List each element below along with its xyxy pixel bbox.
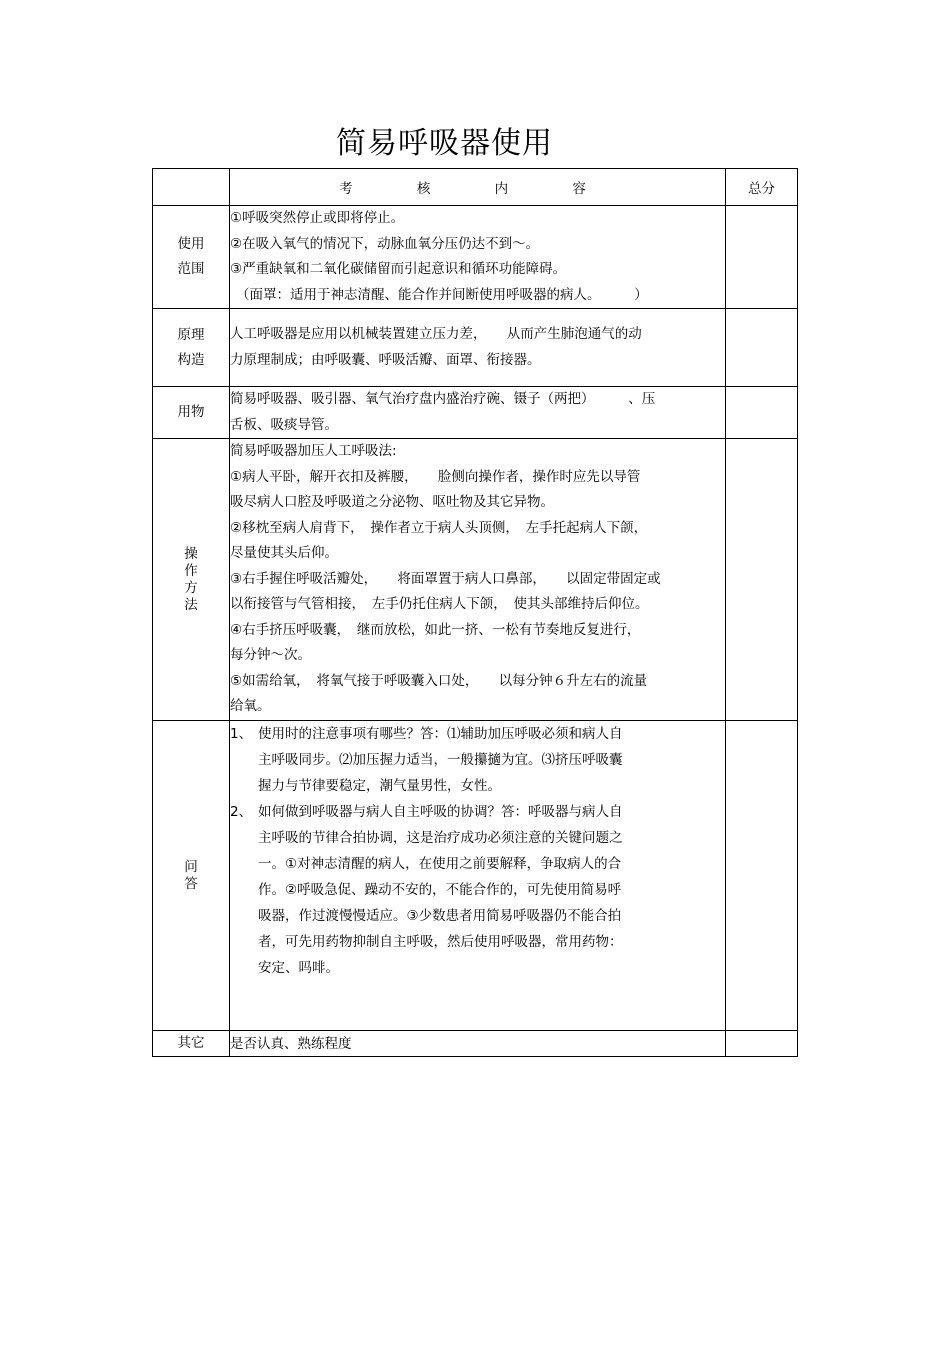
content-line: 者，可先用药物抑制自主呼吸，然后使用呼吸器，常用药物： [258,934,623,950]
content-line: 作。②呼吸急促、躁动不安的，不能合作的，可先使用简易呼 [258,882,622,898]
content-line: 舌板、吸痰导管。 [230,416,338,433]
header-content-label: 考 核 内 容 [339,181,616,197]
table-row-qa [153,721,798,1031]
qa-item [230,721,725,799]
content-line: 一。①对神志清醒的病人，在使用之前要解释，争取病人的合 [258,856,622,872]
content-line: 以衔接管与气管相接， 左手仍托住病人下颌， 使其头部维持后仰位。 [230,596,649,613]
page-title: 简易呼吸器使用 [336,126,553,161]
content-line: 给氧。 [230,698,271,715]
content-line: ③严重缺氧和二氧化碳储留而引起意识和循环功能障碍。 [230,261,567,277]
content-line: 主呼吸的节律合拍协调，这是治疗成功必须注意的关键问题之 [258,830,623,846]
row-label-line: 操 [184,545,198,562]
row-label-line: 答 [184,875,198,892]
table-header-row [153,169,798,206]
content-line: ①病人平卧，解开衣扣及裤腰， 脸侧向操作者，操作时应先以导管 [230,468,641,485]
row-content [230,309,726,387]
row-label-line: 问 [184,858,198,875]
row-label-line: 法 [184,596,198,613]
row-content: 是否认真、熟练程度 [230,1031,726,1057]
score-cell [726,206,798,309]
row-label: 其它 [153,1031,230,1057]
content-line: ②在吸入氧气的情况下，动脉血氧分压仍达不到～。 [230,235,540,252]
table-row-scope [153,206,798,309]
score-cell [726,387,798,439]
table-row-other [153,1031,798,1057]
header-score-cell: 总分 [726,169,798,206]
content-line: 力原理制成；由呼吸囊、呼吸活瓣、面罩、衔接器。 [230,351,541,368]
row-label-line: 构造 [177,351,205,368]
content-line: 人工呼吸器是应用以机械装置建立压力差， 从而产生肺泡通气的动 [230,326,642,342]
score-cell [726,721,798,1031]
table-row-principle [153,309,798,387]
content-line: 简易呼吸器加压人工呼吸法: [230,443,397,460]
header-content-cell [230,169,726,206]
score-cell [726,1031,798,1057]
content-line: 尽量使其头后仰。 [230,545,338,562]
row-label-line: 作 [184,562,198,579]
content-line: 如何做到呼吸器与病人自主呼吸的协调？答：呼吸器与病人自 [258,804,623,820]
row-content [230,387,726,439]
content-line: ⑤如需给氧， 将氧气接于呼吸囊入口处， 以每分钟６升左右的流量 [230,672,648,689]
row-label-line: 用物 [177,404,205,420]
row-content [230,439,726,721]
content-line: ③右手握住呼吸活瓣处， 将面罩置于病人口鼻部， 以固定带固定或 [230,570,661,587]
content-line: 吸尽病人口腔及呼吸道之分泌物、呕吐物及其它异物。 [230,494,554,511]
row-content [230,206,726,309]
qa-item [230,799,725,981]
content-line: 使用时的注意事项有哪些？答：⑴辅助加压呼吸必须和病人自 [258,726,623,742]
score-cell [726,439,798,721]
content-line: ④右手挤压呼吸囊， 继而放松，如此一挤、一松有节奏地反复进行， [230,621,641,638]
score-cell [726,309,798,387]
row-label [153,206,230,309]
row-label [153,309,230,387]
row-label-line: 范围 [177,261,205,277]
row-label [153,439,230,721]
content-line: （面罩：适用于神志清醒、能合作并间断使用呼吸器的病人。 ） [236,286,648,303]
assessment-table [152,168,798,1057]
qa-text [258,721,725,799]
qa-number: 2、 [230,804,253,820]
row-label-line: 使用 [177,236,205,252]
row-label [153,721,230,1031]
row-label-line: 原理 [177,326,205,343]
row-content [230,721,726,1031]
row-label-line: 方 [184,579,198,596]
qa-number: 1、 [230,726,253,742]
content-line: ①呼吸突然停止或即将停止。 [230,210,405,226]
content-line: 每分钟～次。 [230,647,311,664]
qa-text [258,799,725,981]
content-line: 安定、吗啡。 [258,960,339,976]
content-line: 握力与节律要稳定，潮气量男性，女性。 [258,778,501,794]
content-line: ②移枕至病人肩背下， 操作者立于病人头顶侧， 左手托起病人下颌， [230,519,648,536]
table-row-method [153,439,798,721]
header-blank-cell [153,169,230,206]
row-label [153,387,230,439]
table-row-supplies [153,387,798,439]
content-line: 主呼吸同步。⑵加压握力适当，一般攥擿为宜。⑶挤压呼吸囊 [258,752,623,768]
content-line: 吸器，作过渡慢慢适应。③少数患者用简易呼吸器仍不能合拍 [258,908,622,924]
content-line: 简易呼吸器、吸引器、氧气治疗盘内盛治疗碗、镊子（两把） 、压 [230,391,656,407]
